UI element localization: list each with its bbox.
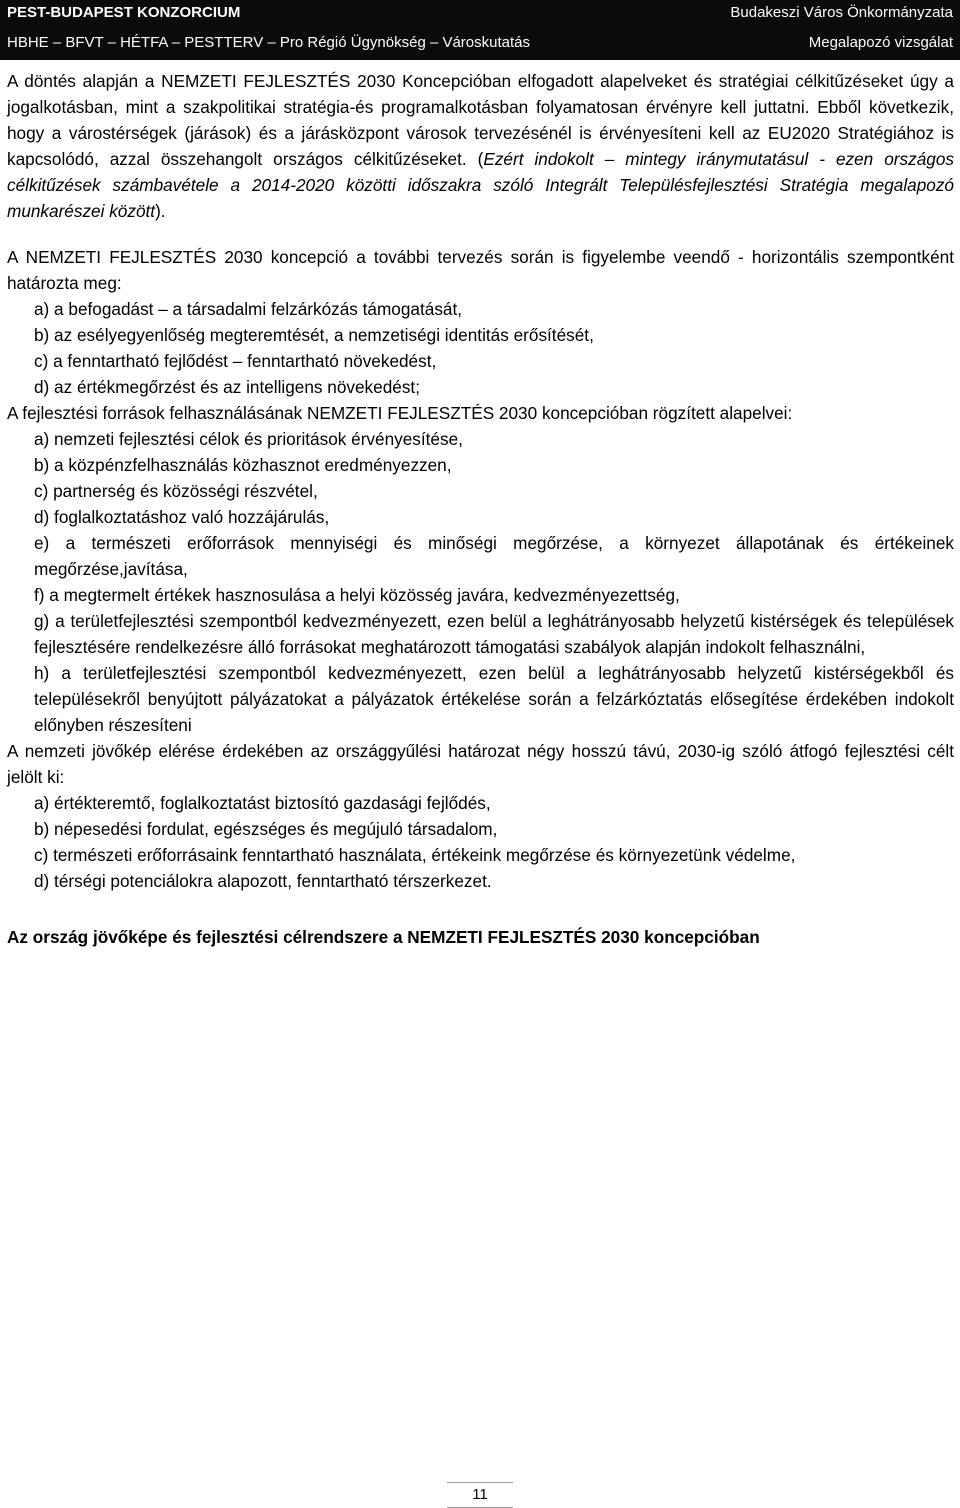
list-item: c) természeti erőforrásaink fenntartható használata, értékeink megőrzése és környezetünk védelme, bbox=[34, 845, 796, 865]
goals-intro: A nemzeti jövőkép elérése érdekében az országgyűlési határozat négy hosszú távú, 2030-ig szóló átfogó fejlesztési célt jelölt ki: bbox=[7, 741, 954, 787]
horizontal-intro: A NEMZETI FEJLESZTÉS 2030 koncepció a további tervezés során is figyelembe veendő - horizontális szempontként határozta meg: bbox=[7, 247, 954, 293]
intro-paragraph bbox=[7, 68, 954, 224]
principles-intro: A fejlesztési források felhasználásának NEMZETI FEJLESZTÉS 2030 koncepcióban rögzített alapelvei: bbox=[7, 403, 793, 423]
development-goals-section bbox=[7, 738, 954, 894]
municipality-name: Budakeszi Város Önkormányzata bbox=[730, 4, 953, 21]
funding-principles-section bbox=[7, 400, 954, 738]
footer-rule-top bbox=[447, 1482, 513, 1483]
list-item: b) az esélyegyenlőség megteremtését, a nemzetiségi identitás erősítését, bbox=[34, 325, 594, 345]
intro-italic-note: Ezért indokolt – mintegy iránymutatásul - ezen országos célkitűzések számbavétele a 2014-2020 közötti időszakra szóló Integrált Településfejlesztési Stratégia megalapozó munkarészei között bbox=[7, 149, 954, 221]
header-row-top bbox=[7, 4, 953, 21]
section-heading: Az ország jövőképe és fejlesztési célrendszere a NEMZETI FEJLESZTÉS 2030 koncepcióban bbox=[7, 927, 760, 947]
list-item: c) a fenntartható fejlődést – fenntartható növekedést, bbox=[34, 351, 437, 371]
list-item: a) nemzeti fejlesztési célok és prioritások érvényesítése, bbox=[34, 429, 463, 449]
intro-tail: ). bbox=[155, 201, 166, 221]
list-item: d) foglalkoztatáshoz való hozzájárulás, bbox=[34, 507, 330, 527]
header-row-bottom bbox=[7, 34, 953, 51]
list-item: c) partnerség és közösségi részvétel, bbox=[34, 481, 318, 501]
list-item: a) értékteremtő, foglalkoztatást biztosító gazdasági fejlődés, bbox=[34, 793, 491, 813]
list-item: h) a területfejlesztési szempontból kedvezményezett, ezen belül a leghátrányosabb helyzetű kistérségekből és településekről benyújtott pályázatokat a pályázatok értékelése során a felzárkóztatás elősegítése érdekében indokolt előnyben részesíteni bbox=[34, 663, 954, 735]
list-item: d) térségi potenciálokra alapozott, fenntartható térszerkezet. bbox=[34, 871, 492, 891]
horizontal-principles-section bbox=[7, 244, 954, 400]
document-body bbox=[7, 68, 954, 950]
intro-text: A döntés alapján a NEMZETI FEJLESZTÉS 2030 Koncepcióban elfogadott alapelveket és stratégiai célkitűzéseket úgy a jogalkotásban, mint a szakpolitikai stratégia-és programalkotásban folyamatosan érvényre kell juttatni. Ebből következik, hogy a várostérségek (járások) és a járásközpont városok tervezésénél is érvényesíteni kell az EU2020 Stratégiához is kapcsolódó, azzal összehangolt országos célkitűzéseket. ( bbox=[7, 71, 954, 169]
list-item: f) a megtermelt értékek hasznosulása a helyi közösség javára, kedvezményezettség, bbox=[34, 585, 680, 605]
list-item: g) a területfejlesztési szempontból kedvezményezett, ezen belül a leghátrányosabb helyzetű kistérségek és települések fejlesztésére rendelkezésre álló forrásokat meghatározott támogatási szabályok alapján indokolt felhasználni, bbox=[34, 611, 954, 657]
partners-list: HBHE – BFVT – HÉTFA – PESTTERV – Pro Régió Ügynökség – Városkutatás bbox=[7, 34, 531, 51]
page-header bbox=[0, 0, 960, 60]
document-type: Megalapozó vizsgálat bbox=[808, 34, 953, 51]
list-item: b) a közpénzfelhasználás közhasznot eredményezzen, bbox=[34, 455, 452, 475]
page-number: 11 bbox=[472, 1486, 488, 1503]
list-item: b) népesedési fordulat, egészséges és megújuló társadalom, bbox=[34, 819, 498, 839]
list-item: e) a természeti erőforrások mennyiségi és minőségi megőrzése, a környezet állapotának és értékeinek megőrzése,javítása, bbox=[34, 533, 954, 579]
consortium-name: PEST-BUDAPEST KONZORCIUM bbox=[7, 4, 241, 21]
list-item: d) az értékmegőrzést és az intelligens növekedést; bbox=[34, 377, 420, 397]
list-item: a) a befogadást – a társadalmi felzárkózás támogatását, bbox=[34, 299, 463, 319]
